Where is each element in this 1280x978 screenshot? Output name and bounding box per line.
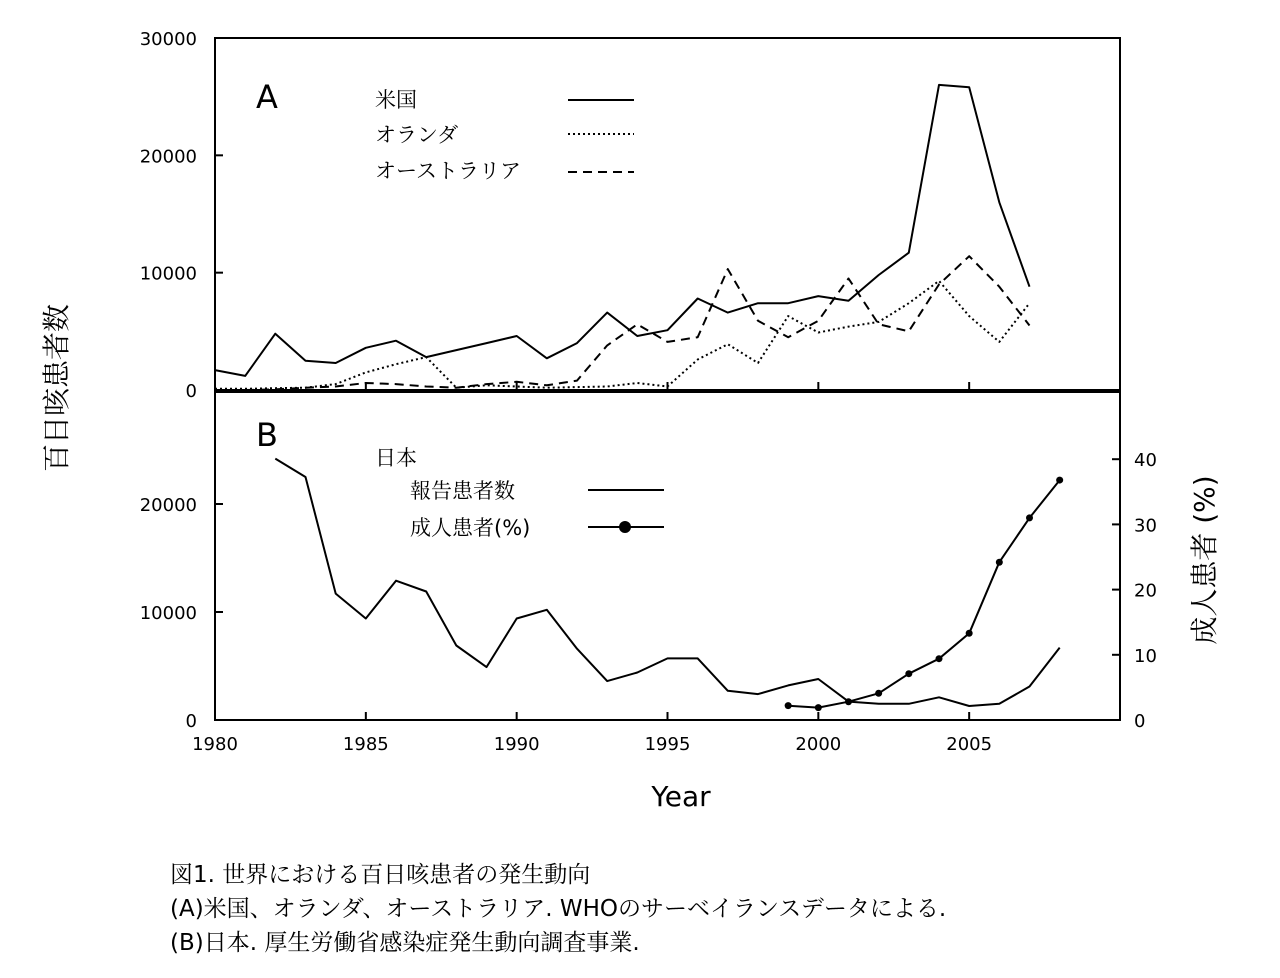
- series-line-us: [215, 85, 1030, 376]
- adult-percent-point: [815, 704, 822, 711]
- adult-percent-point: [785, 702, 792, 709]
- xtick-label: 2005: [946, 734, 993, 755]
- figure-caption: [170, 858, 946, 960]
- panel-b-frame: [215, 392, 1120, 720]
- legend-b-adult-label: 成人患者(%): [410, 516, 531, 540]
- a-ytick-label: 30000: [139, 29, 197, 50]
- a-ytick-label: 10000: [139, 263, 197, 285]
- legend-a-nl-label: オランダ: [375, 123, 459, 147]
- adult-percent-point: [996, 559, 1003, 566]
- left-axis-title: 百日咳患者数: [40, 303, 73, 473]
- b-ytick-label: 10000: [139, 603, 197, 624]
- adult-percent-point: [845, 698, 852, 705]
- series-line-japan-reported: [275, 459, 1059, 706]
- xtick-label: 1985: [342, 734, 389, 755]
- caption-line-2: (A)米国、オランダ、オーストラリア. WHOのサーベイランスデータによる.: [170, 896, 947, 922]
- a-ytick-label: 0: [185, 381, 197, 402]
- b-y2tick-label: 40: [1134, 450, 1157, 472]
- series-line-japan-adult-percent: [788, 480, 1059, 707]
- x-axis-title: Year: [651, 780, 711, 813]
- panel-a-letter: A: [256, 78, 278, 116]
- legend-a-us-label: 米国: [375, 88, 417, 112]
- adult-percent-point: [1026, 514, 1033, 521]
- panel-b-letter: B: [256, 416, 278, 454]
- xtick-label: 2000: [795, 734, 842, 755]
- xtick-label: 1990: [493, 734, 540, 755]
- legend-b-reported-label: 報告患者数: [410, 479, 515, 503]
- legend-a-au-label: オーストラリア: [375, 159, 521, 183]
- adult-percent-point: [905, 670, 912, 677]
- adult-percent-point: [936, 655, 943, 662]
- xtick-label: 1995: [644, 734, 691, 755]
- adult-percent-point: [966, 630, 973, 637]
- b-y2tick-label: 10: [1134, 645, 1157, 667]
- adult-percent-point: [1056, 477, 1063, 484]
- caption-line-3: (B)日本. 厚生労働省感染症発生動向調査事業.: [170, 930, 640, 956]
- b-ytick-label: 0: [185, 711, 197, 732]
- xtick-label: 1980: [192, 734, 238, 755]
- caption-line-1: 図1. 世界における百日咳患者の発生動向: [170, 862, 591, 888]
- b-ytick-label: 20000: [139, 495, 197, 516]
- right-axis-title: 成人患者 (%): [1188, 475, 1221, 645]
- series-layer: [215, 85, 1063, 711]
- b-y2tick-label: 30: [1134, 515, 1157, 537]
- adult-percent-point: [875, 690, 882, 697]
- b-y2tick-label: 0: [1134, 711, 1146, 732]
- a-ytick-label: 20000: [139, 146, 197, 168]
- legend-b-title: 日本: [375, 446, 417, 470]
- panel-a-frame: [215, 38, 1120, 390]
- b-y2tick-label: 20: [1134, 580, 1157, 602]
- legend-b-adult-marker: [619, 521, 631, 533]
